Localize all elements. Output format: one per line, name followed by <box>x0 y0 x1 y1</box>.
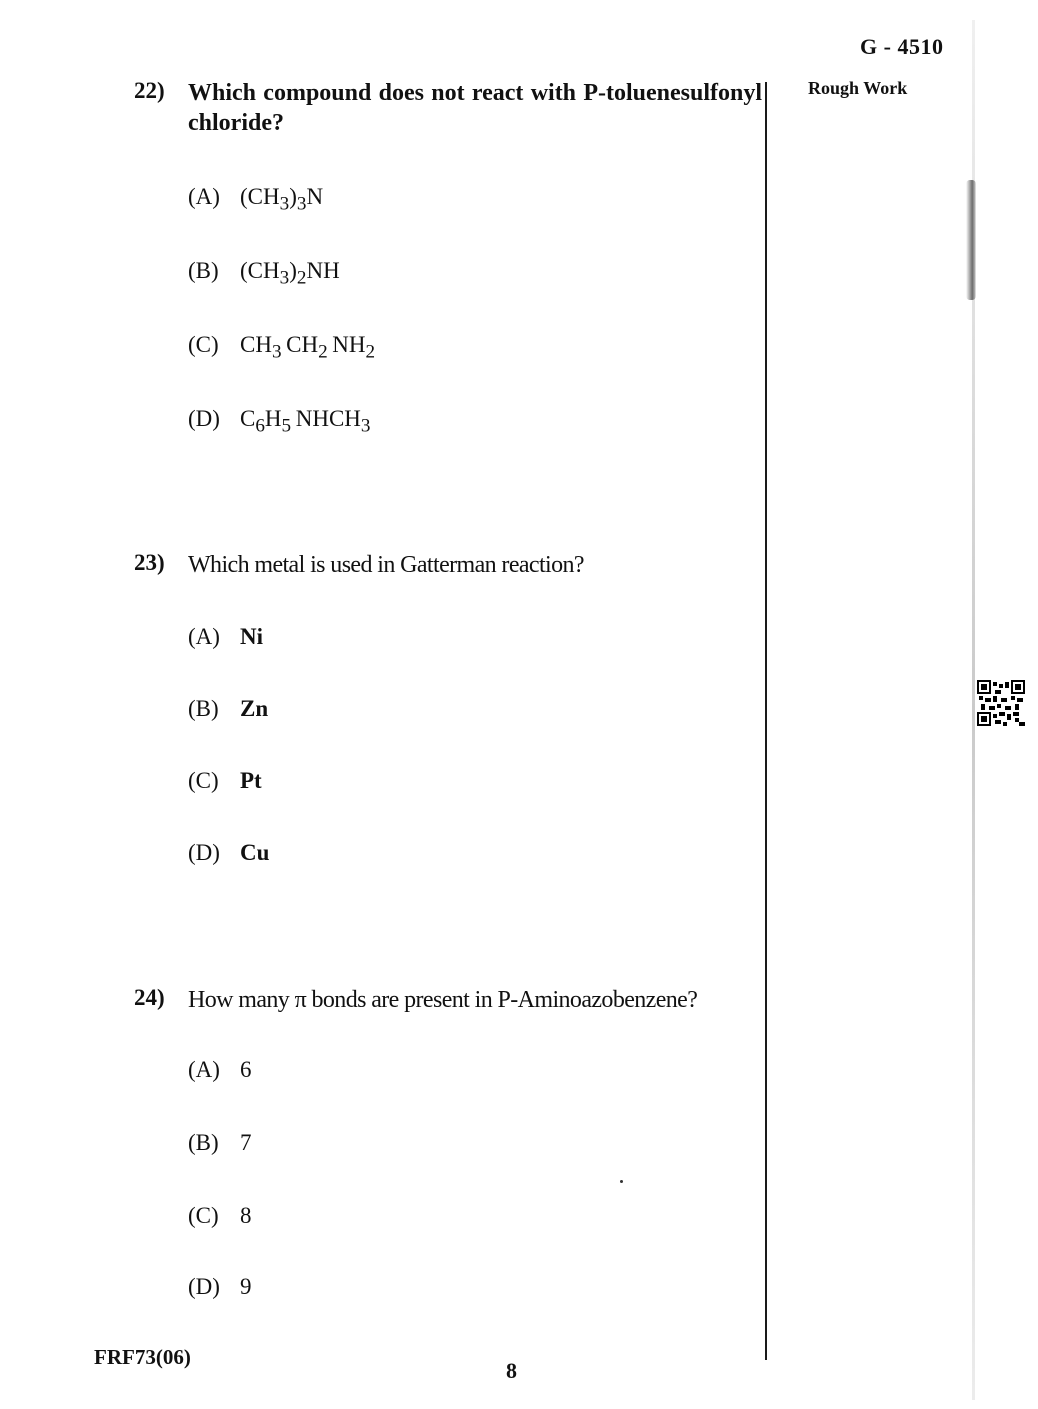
option-letter: (B) <box>188 258 219 283</box>
option-letter: (A) <box>188 184 220 209</box>
option-letter: (B) <box>188 696 219 721</box>
option-text: 8 <box>240 1203 252 1228</box>
option-letter: (C) <box>188 1203 219 1228</box>
option-a <box>188 622 263 652</box>
option-formula: $(CH_3)_2NH$ <box>240 258 340 289</box>
option-letter: (B) <box>188 1130 219 1155</box>
option-b <box>188 256 340 289</box>
option-a <box>188 182 324 215</box>
option-text: Pt <box>240 768 262 793</box>
option-text: Ni <box>240 624 263 649</box>
option-text: 9 <box>240 1274 252 1299</box>
option-formula: $C_6H_5$ $NHCH_3$ <box>240 406 371 437</box>
question-text: Which metal is used in Gatterman reaction? <box>188 552 584 578</box>
option-a <box>188 1055 252 1085</box>
ink-speck <box>620 1180 623 1183</box>
option-b <box>188 1128 252 1158</box>
question-number: 23) <box>134 550 165 575</box>
option-d <box>188 1272 252 1302</box>
qr-code-icon <box>977 680 1025 726</box>
option-d <box>188 838 269 868</box>
option-letter: (A) <box>188 624 220 649</box>
option-c <box>188 766 262 796</box>
option-c <box>188 1201 252 1231</box>
question-number: 22) <box>134 78 165 103</box>
page-number: 8 <box>506 1358 517 1383</box>
rough-work-divider <box>765 82 767 1360</box>
option-letter: (A) <box>188 1057 220 1082</box>
option-text: Cu <box>240 840 270 865</box>
footer-code: FRF73(06) <box>94 1345 191 1369</box>
question-number: 24) <box>134 985 165 1010</box>
option-text: 7 <box>240 1130 252 1155</box>
option-letter: (C) <box>188 768 219 793</box>
rough-work-label: Rough Work <box>808 78 908 98</box>
page-edge-shadow <box>966 180 976 300</box>
option-d <box>188 404 371 437</box>
option-c <box>188 330 376 363</box>
question-text: How many π bonds are present in P-Aminoazobenzene? <box>188 987 698 1013</box>
option-letter: (D) <box>188 1274 220 1299</box>
question-text: Which compound does not react with P-toluenesulfonyl chloride? <box>188 80 762 136</box>
paper-code: G - 4510 <box>860 34 944 59</box>
option-formula: $(CH_3)_3N$ <box>240 184 324 215</box>
option-b <box>188 694 268 724</box>
option-letter: (D) <box>188 406 220 431</box>
option-letter: (D) <box>188 840 220 865</box>
option-text: Zn <box>240 696 269 721</box>
option-text: 6 <box>240 1057 252 1082</box>
option-letter: (C) <box>188 332 219 357</box>
option-formula: $CH_3$ $CH_2$ $NH_2$ <box>240 332 376 363</box>
